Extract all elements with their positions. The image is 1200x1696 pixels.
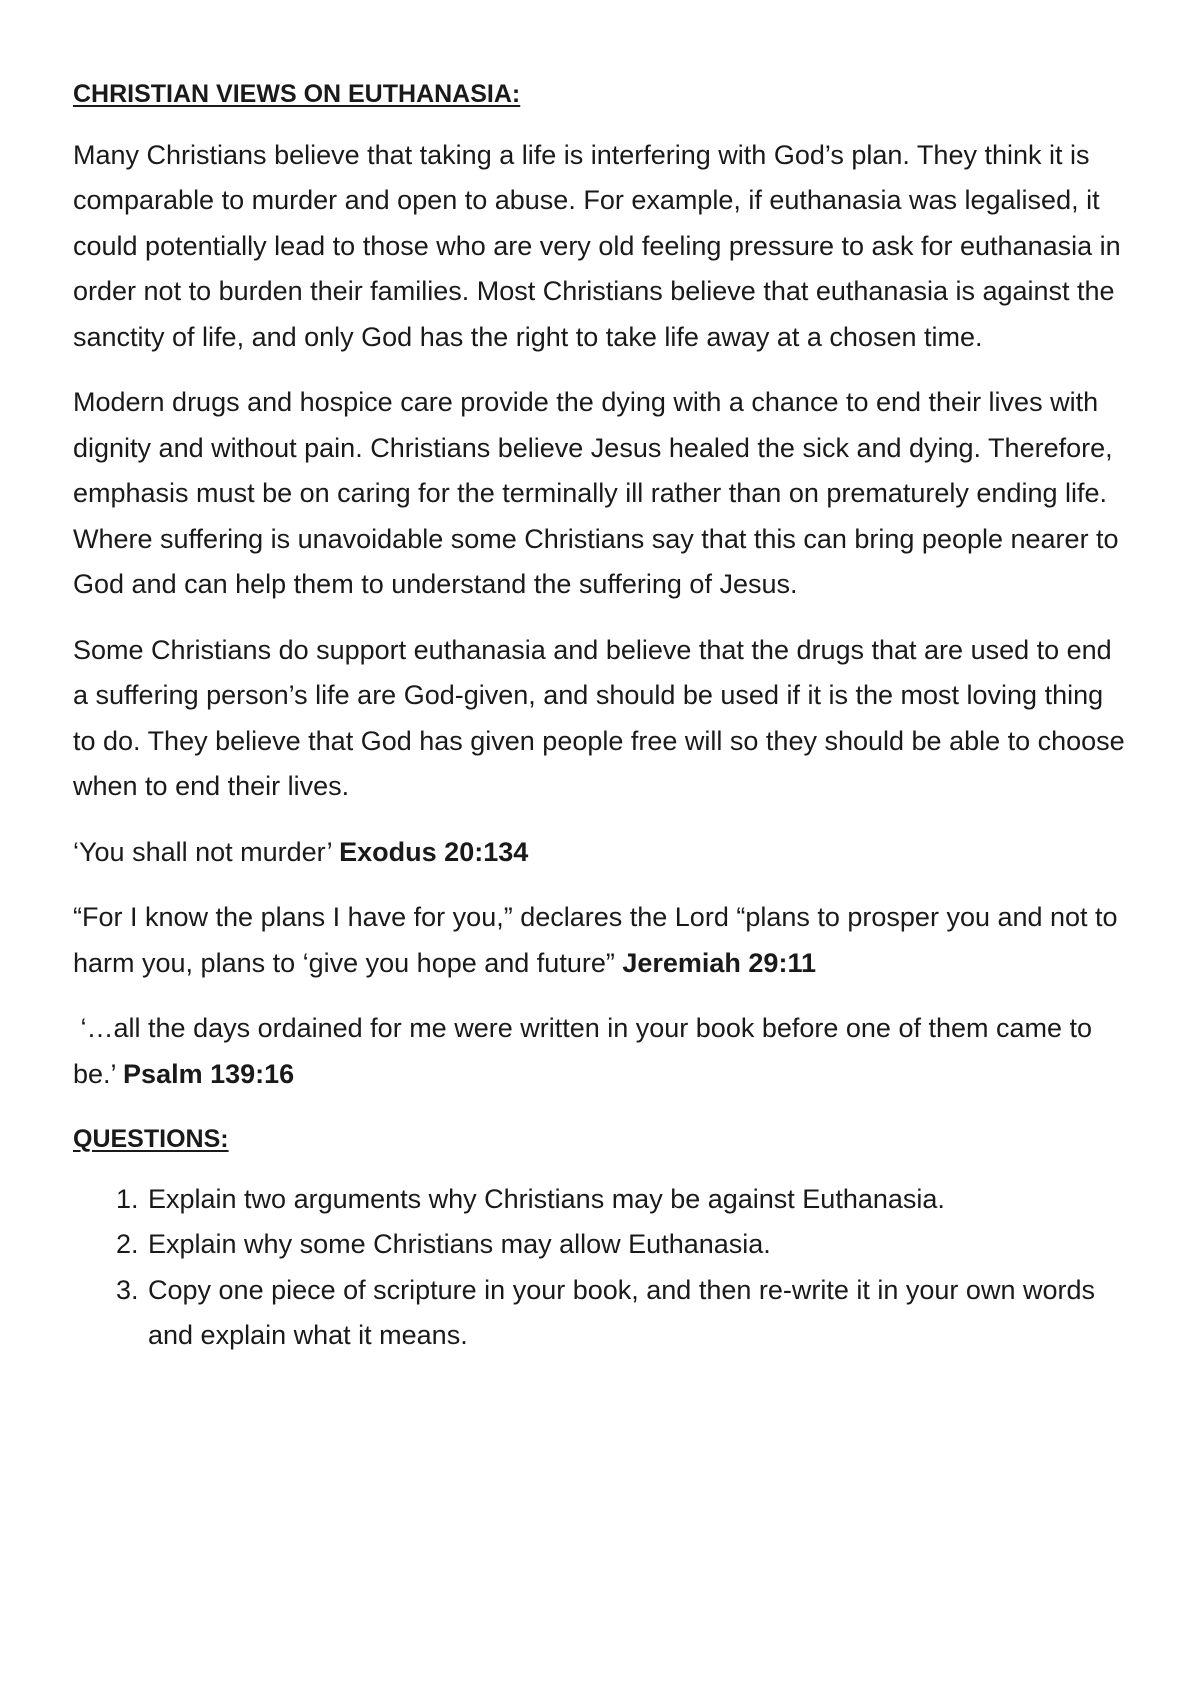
question-item: 1. Explain two arguments why Christians may be against Euthanasia. [146,1177,1133,1223]
questions-list [73,1177,1133,1359]
document-page [73,72,1133,1359]
paragraph-1: Many Christians believe that taking a life is interfering with God’s plan. They think it is comparable to murder and open to abuse. For example, if euthanasia was legalised, it could potentially lead to those who are very old feeling pressure to ask for euthanasia in order not to burden their families. Most Christians believe that euthanasia is against the sanctity of life, and only God has the right to take life away at a chosen time. [73,139,1121,352]
quote-reference: Exodus 20:134 [339,836,529,867]
document-title: CHRISTIAN VIEWS ON EUTHANASIA: [73,80,521,108]
quote-exodus [73,830,1133,876]
questions-heading: QUESTIONS: [73,1125,229,1153]
question-item: 2. Explain why some Christians may allow Euthanasia. [146,1222,1133,1268]
paragraph-3: Some Christians do support euthanasia and believe that the drugs that are used to end a suffering person’s life are God-given, and should be used if it is the most loving thing to do. They believe that God has given people free will so they should be able to choose when to end their lives. [73,634,1125,801]
quote-text: ‘You shall not murder’ [73,836,340,867]
quote-reference: Jeremiah 29:11 [622,947,816,978]
paragraph-2: Modern drugs and hospice care provide the dying with a chance to end their lives with dignity and without pain. Christians believe Jesus healed the sick and dying. Therefore, emphasis must be on caring for the terminally ill rather than on prematurely ending life. Where suffering is unavoidable some Christians say that this can bring people nearer to God and can help them to understand the suffering of Jesus. [73,387,1119,599]
quote-psalm [73,1006,1133,1097]
quote-reference: Psalm 139:16 [123,1058,295,1089]
question-item: 3. Copy one piece of scripture in your book, and then re-write it in your own words and explain what it means. [146,1268,1133,1359]
quote-text: ‘…all the days ordained for me were written in your book before one of them came to be.’ [73,1013,1100,1089]
quote-text: “For I know the plans I have for you,” declares the Lord “plans to prosper you and not to harm you, plans to ‘give you hope and future” [73,902,1118,978]
quote-jeremiah [73,895,1133,986]
